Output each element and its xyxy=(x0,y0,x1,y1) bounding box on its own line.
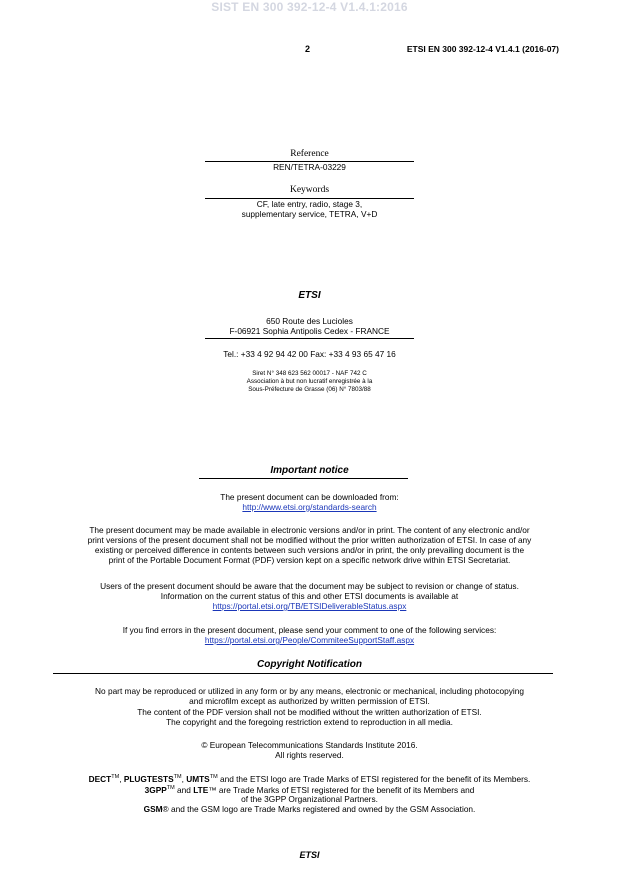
keywords-line-2: supplementary service, TETRA, V+D xyxy=(241,209,378,219)
address-rule xyxy=(205,338,414,339)
keywords-line-1: CF, late entry, radio, stage 3, xyxy=(256,199,363,209)
reference-label: Reference xyxy=(290,149,329,159)
document-watermark: SIST EN 300 392-12-4 V1.4.1:2016 xyxy=(211,0,408,14)
copyright-line-1: No part may be reproduced or utilized in any form or by any means, electronic or mechanical, including photocopying xyxy=(95,686,524,696)
trademark-line-3: of the 3GPP Organizational Partners. xyxy=(241,794,378,804)
copyright-line-5: © European Telecommunications Standards Institute 2016. xyxy=(201,740,418,750)
notice-p1-line-1: The present document may be made available in electronic versions and/or in print. The content of any electronic and/or xyxy=(89,525,530,535)
trademark-line-4: GSM® and the GSM logo are Trade Marks registered and owned by the GSM Association. xyxy=(143,804,476,814)
trademark-line-1: DECT™, PLUGTESTS™, UMTS™ and the ETSI logo are Trade Marks of ETSI registered for the benefit of its Members. xyxy=(88,773,531,784)
etsi-address-line-2: F-06921 Sophia Antipolis Cedex - FRANCE xyxy=(229,326,390,336)
copyright-rule xyxy=(53,673,553,674)
copyright-line-4: The copyright and the foregoing restriction extend to reproduction in all media. xyxy=(166,717,453,727)
copyright-line-3: The content of the PDF version shall not be modified without the written authorization of ETSI. xyxy=(137,707,482,717)
notice-p1-line-4: print of the Portable Document Format (PDF) version kept on a specific network drive within ETSI Secretariat. xyxy=(108,555,511,565)
copyright-line-2: and microfilm except as authorized by written permission of ETSI. xyxy=(189,696,430,706)
notice-p2-line-2: Information on the current status of this and other ETSI documents is available at xyxy=(160,591,459,601)
download-text: The present document can be downloaded from: xyxy=(220,492,399,502)
committee-support-link[interactable]: https://portal.etsi.org/People/CommiteeSupportStaff.aspx xyxy=(204,635,415,645)
notice-p1-line-2: print versions of the present document shall not be modified without the prior written authorization of ETSI. In case of any xyxy=(87,535,532,545)
notice-p1-line-3: existing or perceived difference in contents between such versions and/or in print, the only prevailing document is the xyxy=(94,545,525,555)
download-link[interactable]: http://www.etsi.org/standards-search xyxy=(242,502,377,512)
important-notice-title: Important notice xyxy=(270,465,349,476)
notice-p3-line-1: If you find errors in the present document, please send your comment to one of the following services: xyxy=(122,625,497,635)
page-number: 2 xyxy=(305,44,311,54)
copyright-line-6: All rights reserved. xyxy=(275,750,344,760)
etsi-tel-fax: Tel.: +33 4 92 94 42 00 Fax: +33 4 93 65 47 16 xyxy=(223,349,396,359)
page-footer: ETSI xyxy=(299,850,320,860)
etsi-address-line-1: 650 Route des Lucioles xyxy=(266,316,353,326)
keywords-label: Keywords xyxy=(289,185,330,195)
reference-value: REN/TETRA-03229 xyxy=(273,162,346,172)
siret-line-1: Siret N° 348 623 562 00017 - NAF 742 C xyxy=(252,370,367,377)
etsi-title: ETSI xyxy=(298,290,321,301)
trademark-line-2: 3GPP™ and LTE™ are Trade Marks of ETSI registered for the benefit of its Members and xyxy=(144,784,475,795)
notice-p2-line-1: Users of the present document should be aware that the document may be subject to revision or change of status. xyxy=(100,581,519,591)
copyright-title: Copyright Notification xyxy=(257,659,362,670)
siret-line-2: Association à but non lucratif enregistrée à la xyxy=(246,378,373,385)
siret-line-3: Sous-Préfecture de Grasse (06) N° 7803/88 xyxy=(248,386,371,393)
standard-identifier: ETSI EN 300 392-12-4 V1.4.1 (2016-07) xyxy=(406,44,559,54)
deliverable-status-link[interactable]: https://portal.etsi.org/TB/ETSIDeliverableStatus.aspx xyxy=(212,601,407,611)
notice-rule xyxy=(199,478,408,479)
